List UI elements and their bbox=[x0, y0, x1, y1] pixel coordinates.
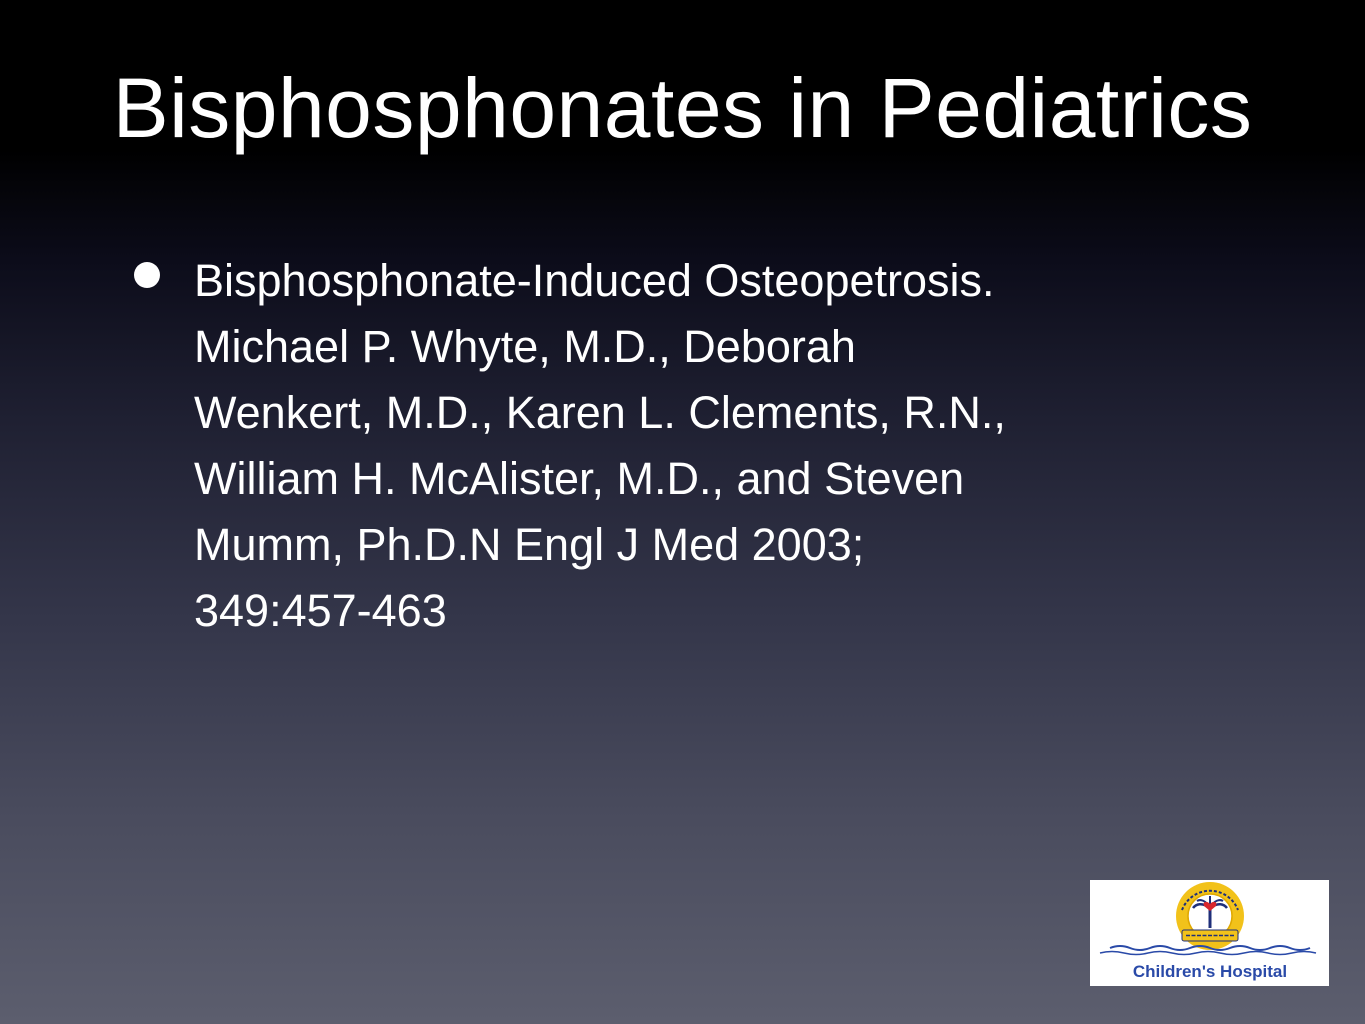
slide-title: Bisphosphonates in Pediatrics bbox=[112, 61, 1253, 155]
logo-name-text: Children's Hospital bbox=[1132, 962, 1288, 981]
childrens-hospital-logo bbox=[1090, 880, 1329, 986]
bullet-text: Bisphosphonate-Induced Osteopetrosis. Michael P. Whyte, M.D., Deborah Wenkert, M.D., Karen L. Clements, R.N., William H. McAlister, M.D., and Steven Mumm, Ph.D.N Engl J Med 2003; 349:457-463 bbox=[194, 255, 1006, 636]
hospital-logo-graphic bbox=[1090, 880, 1329, 986]
bullet-dot-icon bbox=[134, 262, 160, 288]
